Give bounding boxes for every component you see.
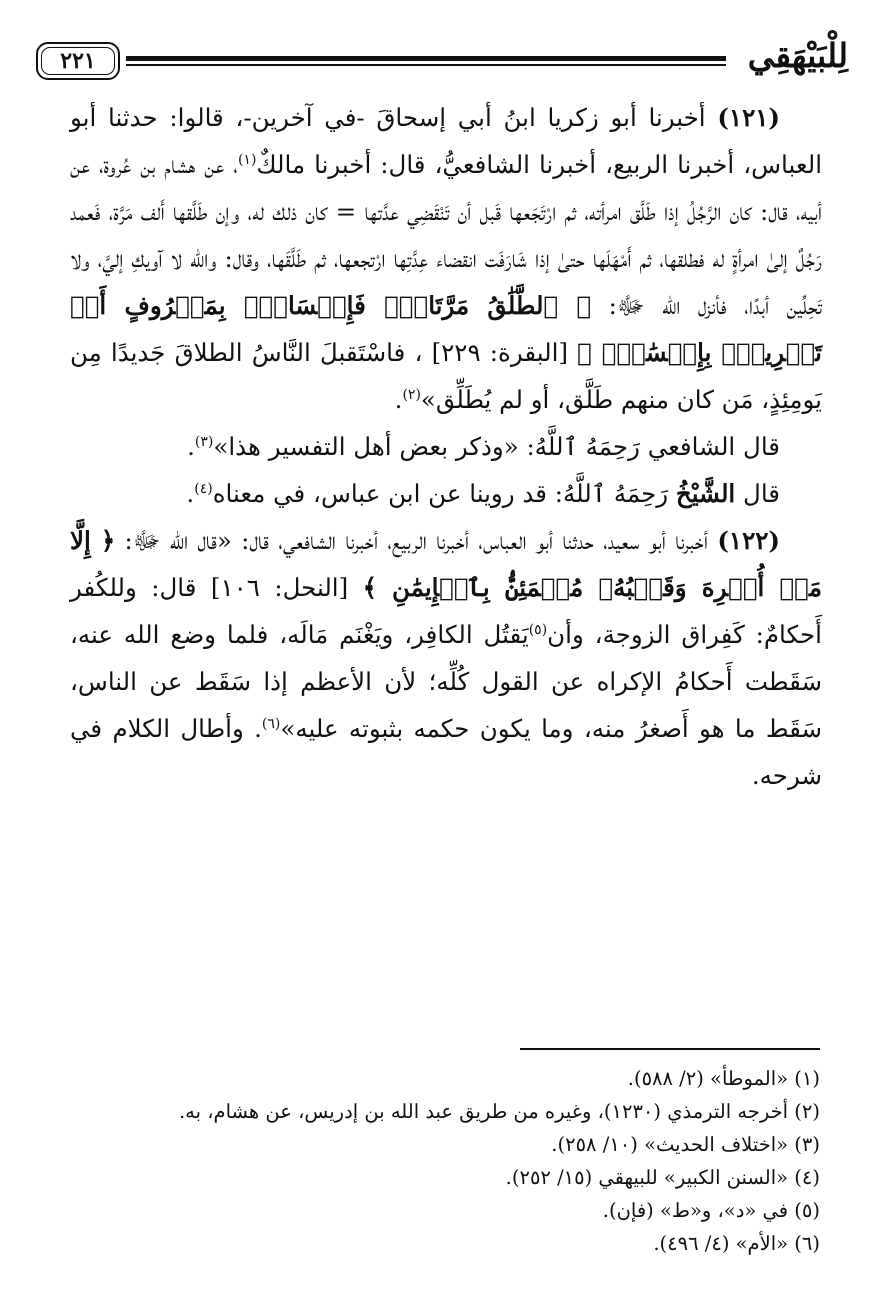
comment-text: .: [186, 479, 195, 508]
footnote-ref: (٥): [528, 621, 548, 638]
footnote-ref: (٢): [402, 386, 421, 403]
page-number-frame: [36, 42, 120, 80]
footnote-ref: (١): [237, 151, 257, 168]
comment-text: .: [187, 432, 195, 461]
page-number: ٢٢١: [60, 48, 96, 74]
narration-number: (١٢١): [717, 103, 780, 132]
narration-number: (١٢٢): [717, 526, 780, 555]
narration-text: [البقرة: ٢٢٩] ، فاسْتَقبلَ النَّاسُ الطلاقَ جَديدًا مِن يَومِئِذٍ، مَن كان منهم طَلَّق، أو لم يُطَلِّق»: [70, 338, 822, 414]
quran-verse: ﴿ إِلَّا مَنۡ أُكۡرِهَ وَقَلۡبُهُۥ مُطۡمَئِنُّۢ بِٱلۡإِيمَٰنِ ﴾: [70, 526, 822, 602]
comment-text: رَحِمَهُ ٱللَّهُ: قد روينا عن ابن عباس، في معناه: [212, 479, 676, 508]
footnote-5: (٥) في «د»، و«ط» (فإن).: [602, 1199, 820, 1222]
footnote-ref: (٦): [261, 715, 281, 732]
footnote-4: (٤) «السنن الكبير» للبيهقي (١٥/ ٢٥٢).: [505, 1166, 820, 1189]
shaykh-label: الشَّيْخُ: [675, 479, 736, 508]
narration-121: [70, 94, 822, 423]
narration-text: أخبرنا أبو زكريا ابنُ أبي إسحاقَ -في آخرين-، قالوا: حدثنا أبو العباس، أخبرنا الربيع، أخبرنا الشافعيُّ، قال: أخبرنا مالكٌ: [70, 103, 822, 179]
header-rule-thin: [126, 64, 726, 66]
narration-text: ، عن هشام بن عُروة، عن أبيه، قال: كان الرَّجُلُ إذا طَلَّق امرأته، ثم ارْتَجَعها قَبل أن تَنْقَضِي عدَّتها = كان ذلك له، وإن طَلَّقها أَلف مَرَّة، فَعمد رَجُلٌ إلىٰ امرأةٍ له فطلقها، ثم أَمْهَلَها حتىٰ إذا شَارَفَت انقضاء عِدَّتِها ارْتجعها، ثم طَلَّقَها، وقال: والله لا آويكِ إليَّ، ولا تَحِلِّين أبدًا، فأنزل الله ﷻ:: [70, 150, 822, 320]
main-text: [70, 94, 822, 799]
footnote-ref: (٣): [194, 433, 214, 450]
running-header: [36, 34, 856, 84]
shaykh-comment: [70, 470, 822, 517]
comment-text: قال: [735, 479, 780, 508]
narration-text: .: [394, 385, 403, 414]
footnote-1: (١) «الموطأ» (٢/ ٥٨٨).: [627, 1067, 820, 1090]
footnote-ref: (٤): [194, 480, 213, 497]
narration-text: يَقتُل الكافِر، ويَغْنَم مَالَه، فلما وضع الله عنه، سَقَطت أَحكامُ الإكراه عن القول كُلِّه؛ لأن الأعظم إذا سَقَط عن الناس، سَقَط ما هو أَصغرُ منه، وما يكون حكمه بثبوته عليه»: [70, 620, 822, 743]
narration-text: [النحل: ١٠٦] قال: وللكُفر أَحكامٌ: كَفِراق الزوجة، وأن: [70, 573, 822, 649]
comment-text: قال الشافعي رَحِمَهُ ٱللَّهُ: «وذكر بعض أهل التفسير هذا»: [213, 432, 780, 461]
narration-text: أخبرنا أبو سعيد، حدثنا أبو العباس، أخبرنا الربيع، أخبرنا الشافعي، قال: «قال الله ﷻ:: [115, 526, 718, 555]
header-rule: [126, 56, 726, 61]
footnotes: [70, 1062, 820, 1260]
narration-text: . وأطال الكلام في شرحه.: [70, 714, 822, 790]
shafii-comment: [70, 423, 822, 470]
book-title: لِلْبَيْهَقِي: [747, 36, 848, 75]
footnote-separator: [520, 1048, 820, 1050]
narration-122: [70, 517, 822, 799]
footnote-2: (٢) أخرجه الترمذي (١٢٣٠)، وغيره من طريق عبد الله بن إدريس، عن هشام، به.: [178, 1100, 820, 1123]
quran-verse: ﴿ ٱلطَّلَٰقُ مَرَّتَانِۖ فَإِمۡسَاكُۢ بِمَعۡرُوفٍ أَوۡ تَسۡرِيحُۢ بِإِحۡسَٰنٖۗ ﴾: [70, 291, 822, 367]
footnote-3: (٣) «اختلاف الحديث» (١٠/ ٢٥٨).: [551, 1133, 820, 1156]
footnote-6: (٦) «الأم» (٤/ ٤٩٦).: [653, 1232, 820, 1255]
